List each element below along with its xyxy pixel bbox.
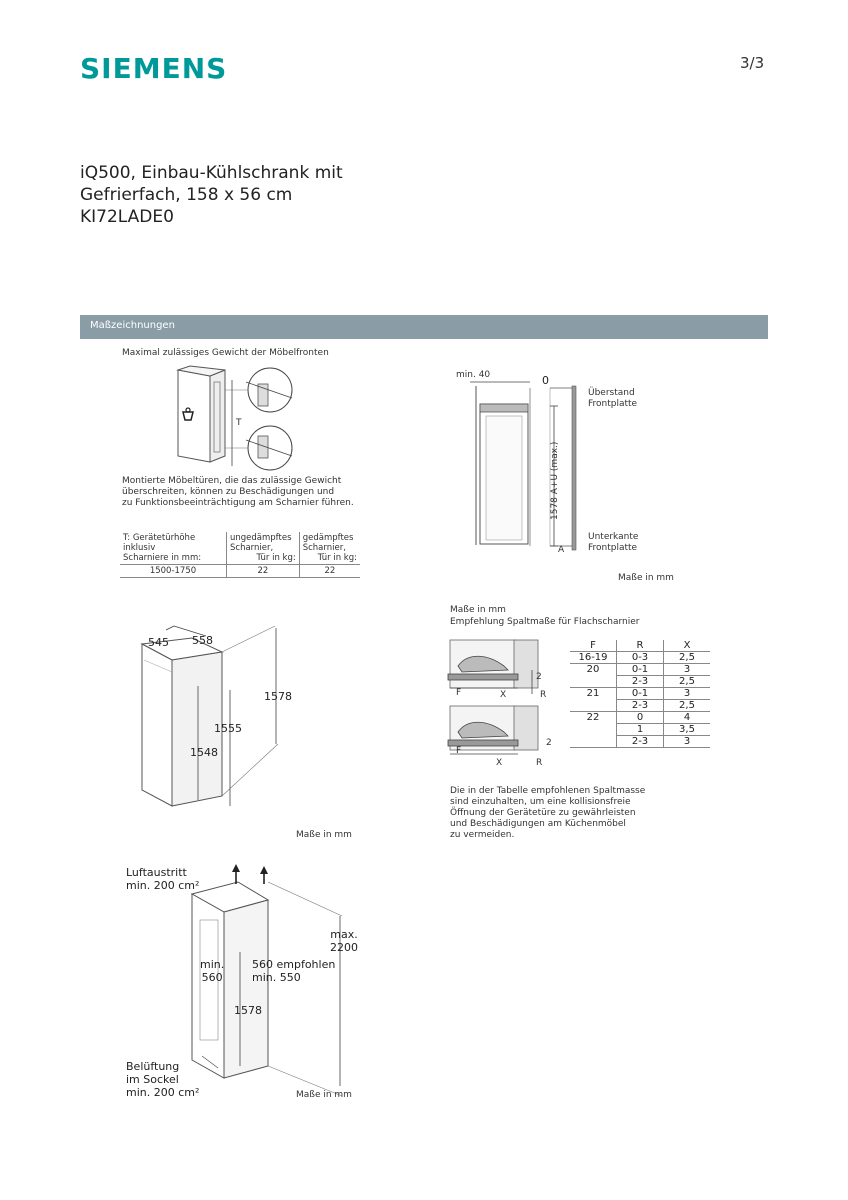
vent-line-3: min. 200 cm² bbox=[126, 1086, 200, 1099]
table-cell: 1500-1750 bbox=[120, 565, 227, 578]
height-label: 1578 A+U (max.) bbox=[550, 441, 560, 520]
table-cell: 22 bbox=[299, 565, 360, 578]
gap-table-cell: 3 bbox=[664, 688, 711, 700]
header-line: Scharnier, bbox=[302, 543, 346, 553]
weight-note-line-3: zu Funktionsbeeinträchtigung am Scharnier führen. bbox=[122, 498, 354, 508]
gap-table-cell: 1 bbox=[617, 724, 664, 736]
dim-1548: 1548 bbox=[190, 746, 218, 759]
gap-table-cell: 3 bbox=[664, 664, 711, 676]
title-line-3: KI72LADE0 bbox=[80, 207, 174, 227]
header-line: T: Gerätetürhöhe bbox=[123, 533, 196, 543]
gap-table bbox=[570, 640, 710, 748]
gap-table-cell: 21 bbox=[586, 688, 600, 700]
gap-table-cell: 2,5 bbox=[664, 700, 711, 712]
gap-table-cell: 22 bbox=[586, 712, 600, 724]
max-line-1: max. bbox=[330, 928, 358, 941]
rec-line-1: 560 empfohlen bbox=[252, 958, 336, 971]
gap-table-row bbox=[570, 724, 710, 736]
dim-1578: 1578 bbox=[264, 690, 292, 703]
air-outlet-line-1: Luftaustritt bbox=[126, 866, 187, 879]
rec-line-2: min. 550 bbox=[252, 971, 301, 984]
gap-table-cell: 0-3 bbox=[617, 652, 664, 664]
air-outlet-line-2: min. 200 cm² bbox=[126, 879, 200, 892]
section-header-bar bbox=[80, 315, 768, 339]
gap-f-label-2: F bbox=[456, 746, 462, 756]
table-cell: 22 bbox=[227, 565, 300, 578]
header-line: Tür in kg: bbox=[317, 553, 357, 563]
table-header-cell bbox=[227, 532, 300, 565]
gap-table-cell: 16-19 bbox=[570, 652, 617, 664]
gap-table-cell: 2,5 bbox=[664, 676, 711, 688]
gap-table-cell bbox=[570, 724, 617, 736]
header-line: Tür in kg: bbox=[256, 553, 296, 563]
gap-table-row bbox=[570, 676, 710, 688]
vent-line-2: im Sockel bbox=[126, 1073, 179, 1086]
header-line: inklusiv bbox=[123, 543, 156, 553]
dim-1555: 1555 bbox=[214, 722, 242, 735]
gap-table-cell: 0 bbox=[617, 712, 664, 724]
gap-f-label-1: F bbox=[456, 688, 462, 698]
gap-note-line-3: Öffnung der Gerätetüre zu gewährleisten bbox=[450, 808, 636, 818]
max-line-2: 2200 bbox=[330, 941, 358, 954]
table-header-cell bbox=[120, 532, 227, 565]
gap-table-cell: 0-1 bbox=[617, 664, 664, 676]
table-header-cell bbox=[299, 532, 360, 565]
dim-558: 558 bbox=[192, 634, 213, 647]
page-number: 3/3 bbox=[740, 54, 765, 72]
gap-table-cell: 3,5 bbox=[664, 724, 711, 736]
page-title bbox=[80, 162, 343, 228]
min-width-label bbox=[200, 958, 224, 984]
gap-note-line-5: zu vermeiden. bbox=[450, 830, 515, 840]
max-height-label bbox=[330, 928, 358, 954]
gap-header-x: X bbox=[664, 640, 711, 652]
weight-note-line-2: überschreiten, können zu Beschädigungen und bbox=[122, 487, 335, 497]
gap-header-r: R bbox=[617, 640, 664, 652]
niche-units: Maße in mm bbox=[296, 1090, 352, 1100]
gap-x-label-1: X bbox=[500, 690, 507, 700]
top-label-line-1: Überstand bbox=[588, 388, 635, 398]
hinge-gap-drawing bbox=[448, 636, 558, 766]
gap-table-cell bbox=[570, 676, 617, 688]
top-panel-label bbox=[588, 388, 637, 410]
title-line-1: iQ500, Einbau-Kühlschrank mit bbox=[80, 163, 343, 183]
vent-label bbox=[126, 1060, 199, 1099]
weight-note-line-1: Montierte Möbeltüren, die das zulässige Gewicht bbox=[122, 476, 342, 486]
header-line: Scharnier, bbox=[230, 543, 274, 553]
gap-table-cell: 2,5 bbox=[664, 652, 711, 664]
gap-note-line-2: sind einzuhalten, um eine kollisionsfreie bbox=[450, 797, 631, 807]
bottom-label-line-1: Unterkante bbox=[588, 532, 639, 542]
weight-table bbox=[120, 532, 360, 578]
front-units: Maße in mm bbox=[618, 573, 674, 583]
vent-line-1: Belüftung bbox=[126, 1060, 180, 1073]
gap-table-row bbox=[570, 712, 710, 724]
gap-note-line-4: und Beschädigungen am Küchenmöbel bbox=[450, 819, 626, 829]
gap-table-row bbox=[570, 736, 710, 748]
gap-r-label-1: R bbox=[540, 690, 547, 700]
bottom-panel-label bbox=[588, 532, 638, 554]
weight-note bbox=[122, 476, 354, 509]
gap-r-label-2: R bbox=[536, 758, 543, 768]
air-outlet-label bbox=[126, 866, 199, 892]
cabinet-units: Maße in mm bbox=[296, 830, 352, 840]
header-line: gedämpftes bbox=[302, 533, 354, 543]
bottom-label-line-2: Frontplatte bbox=[588, 543, 638, 553]
t-dimension-label: T bbox=[236, 418, 242, 428]
height-1578-label: 1578 bbox=[234, 1004, 262, 1017]
gap-x-label-2: X bbox=[496, 758, 503, 768]
gap-table-cell bbox=[570, 700, 617, 712]
gap-note bbox=[450, 786, 645, 841]
a-label: A bbox=[558, 545, 565, 555]
gap-two-label-2: 2 bbox=[546, 738, 552, 748]
top-label-line-2: Frontplatte bbox=[588, 399, 638, 409]
gap-table-cell: 3 bbox=[664, 736, 711, 748]
header-line: ungedämpftes bbox=[230, 533, 292, 543]
gap-table-cell: 2-3 bbox=[617, 700, 664, 712]
section-label: Maßzeichnungen bbox=[90, 320, 175, 331]
weight-caption: Maximal zulässiges Gewicht der Möbelfronten bbox=[122, 348, 329, 358]
gap-table-cell: 2-3 bbox=[617, 736, 664, 748]
recommended-width-label bbox=[252, 958, 335, 984]
min-line-1: min. bbox=[200, 958, 225, 971]
gap-table-cell: 2-3 bbox=[617, 676, 664, 688]
gap-two-label-1: 2 bbox=[536, 672, 542, 682]
door-weight-drawing bbox=[170, 362, 300, 474]
min-line-2: 560 bbox=[201, 971, 223, 984]
gap-table-cell: 4 bbox=[664, 712, 711, 724]
gap-table-cell: 0-1 bbox=[617, 688, 664, 700]
gap-units: Maße in mm bbox=[450, 605, 506, 615]
gap-header-f: F bbox=[570, 640, 617, 652]
dim-545: 545 bbox=[148, 636, 169, 649]
siemens-logo: SIEMENS bbox=[80, 52, 228, 85]
gap-table-row bbox=[570, 664, 710, 676]
gap-note-line-1: Die in der Tabelle empfohlenen Spaltmasse bbox=[450, 786, 646, 796]
gap-table-row bbox=[570, 700, 710, 712]
gap-table-cell bbox=[570, 736, 617, 748]
gap-table-row bbox=[570, 652, 710, 664]
gap-table-cell: 20 bbox=[586, 664, 600, 676]
min-40-label: min. 40 bbox=[456, 370, 491, 380]
title-line-2: Gefrierfach, 158 x 56 cm bbox=[80, 185, 293, 205]
gap-table-row bbox=[570, 688, 710, 700]
gap-caption: Empfehlung Spaltmaße für Flachscharnier bbox=[450, 617, 640, 627]
header-line: Scharniere in mm: bbox=[123, 553, 202, 563]
zero-label: 0 bbox=[542, 374, 549, 387]
